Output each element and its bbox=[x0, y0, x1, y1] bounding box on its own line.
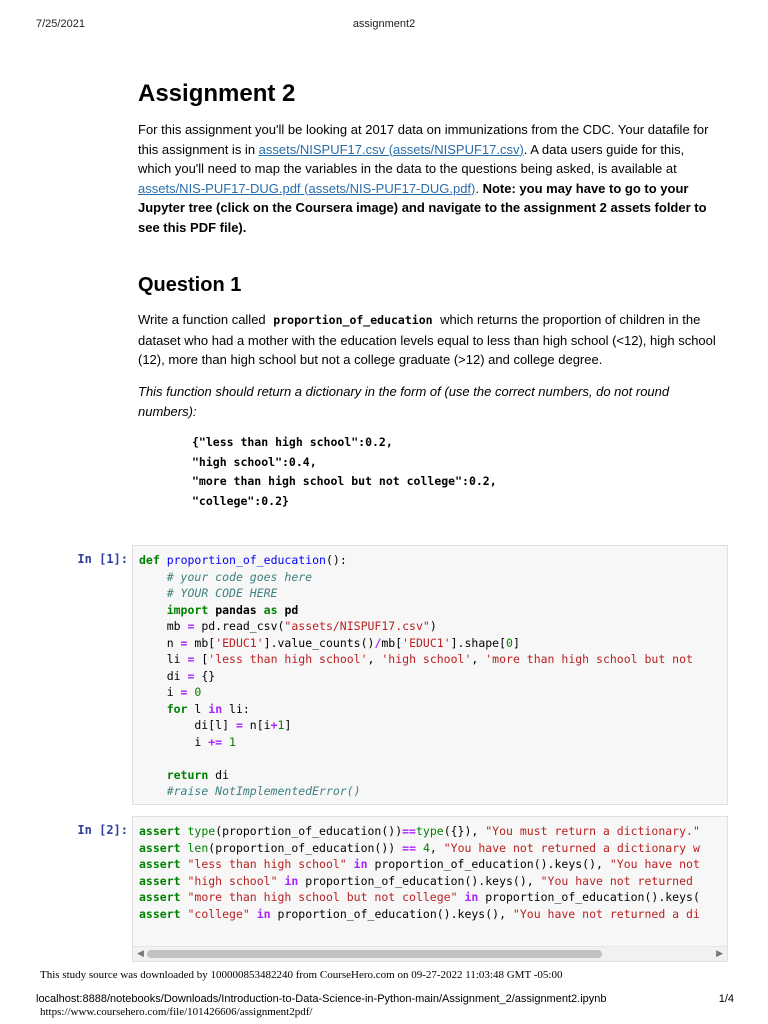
page-number: 1/4 bbox=[718, 993, 734, 1005]
csv-link[interactable]: assets/NISPUF17.csv (assets/NISPUF17.csv) bbox=[258, 141, 524, 157]
intro-text-1: For this assignment you'll be looking at 2017 data on immunizations from the CDC. Your datafile for this assignment is in bbox=[138, 122, 709, 157]
footer-url: localhost:8888/notebooks/Downloads/Introduction-to-Data-Science-in-Python-main/Assignment_2/assignment2.ipynb bbox=[36, 993, 607, 1005]
question-text-b: which returns the proportion of children in the dataset who had a mother with the education levels equal to less than high school (<12), high school (12), more than high school but not a college graduate (>12) and college degree. bbox=[138, 312, 716, 367]
print-title: assignment2 bbox=[352, 18, 416, 30]
page-title: Assignment 2 bbox=[138, 80, 296, 107]
instruction-text: This function should return a dictionary in the form of (use the correct numbers, do not round numbers): bbox=[138, 384, 670, 419]
code-cell-1[interactable] bbox=[132, 545, 728, 805]
coursehero-url: https://www.coursehero.com/file/101426606/assignment2pdf/ bbox=[40, 1006, 313, 1018]
horizontal-scrollbar[interactable] bbox=[133, 946, 727, 961]
scroll-left-icon[interactable]: ◀ bbox=[137, 948, 144, 958]
intro-text-3: . bbox=[475, 180, 483, 196]
cell-1-prompt: In [1]: bbox=[77, 552, 128, 566]
code-cell-2[interactable] bbox=[132, 816, 728, 962]
question-description bbox=[138, 310, 718, 370]
code-cell-1-source[interactable]: def proportion_of_education(): # your code goes here # YOUR CODE HERE import pandas as pd mb = pd.read_csv("assets/NISPUF17.csv") n = mb['EDUC1'].value_counts()/mb['EDUC1'].shape[0] li = ['less than high school', 'high school', 'more than high school but not di = {} i = 0 for l in li: di[l] = n[i+1] i += 1 return di #raise NotImplementedError() bbox=[139, 553, 693, 798]
intro-note: Note: you may have to go to your Jupyter tree (click on the Coursera image) and navigate to the assignment 2 assets folder to see this PDF file). bbox=[138, 180, 707, 235]
scroll-right-icon[interactable]: ▶ bbox=[716, 948, 723, 958]
example-dictionary: {"less than high school":0.2, "high school":0.4, "more than high school but not college":0.2, "college":0.2} bbox=[192, 435, 497, 508]
cell-2-prompt: In [2]: bbox=[77, 823, 128, 837]
question-text-a: Write a function called bbox=[138, 312, 266, 327]
question-title: Question 1 bbox=[138, 274, 242, 296]
download-source-note: This study source was downloaded by 100000853482240 from CourseHero.com on 09-27-2022 11:03:48 GMT -05:00 bbox=[40, 969, 563, 981]
pdf-link[interactable]: assets/NIS-PUF17-DUG.pdf (assets/NIS-PUF17-DUG.pdf) bbox=[138, 180, 476, 196]
instruction-paragraph bbox=[138, 382, 718, 421]
code-cell-2-source[interactable]: assert type(proportion_of_education())==type({}), "You must return a dictionary." assert len(proportion_of_education()) == 4, "You have not returned a dictionary w assert "less than high school" in proportion_of_education().keys(), "You have not assert "high school" in proportion_of_education().keys(), "You have not returned assert "more than high school but not college" in proportion_of_education().keys( assert "college" in proportion_of_education().keys(), "You have not returned a di bbox=[139, 824, 700, 921]
scroll-thumb[interactable] bbox=[147, 950, 602, 958]
print-date: 7/25/2021 bbox=[36, 18, 85, 30]
intro-text-2: . A data users guide for this, which you'll need to map the variables in the data to the questions being asked, is available at bbox=[138, 141, 685, 176]
function-name: proportion_of_education bbox=[273, 313, 433, 327]
intro-paragraph bbox=[138, 120, 718, 237]
